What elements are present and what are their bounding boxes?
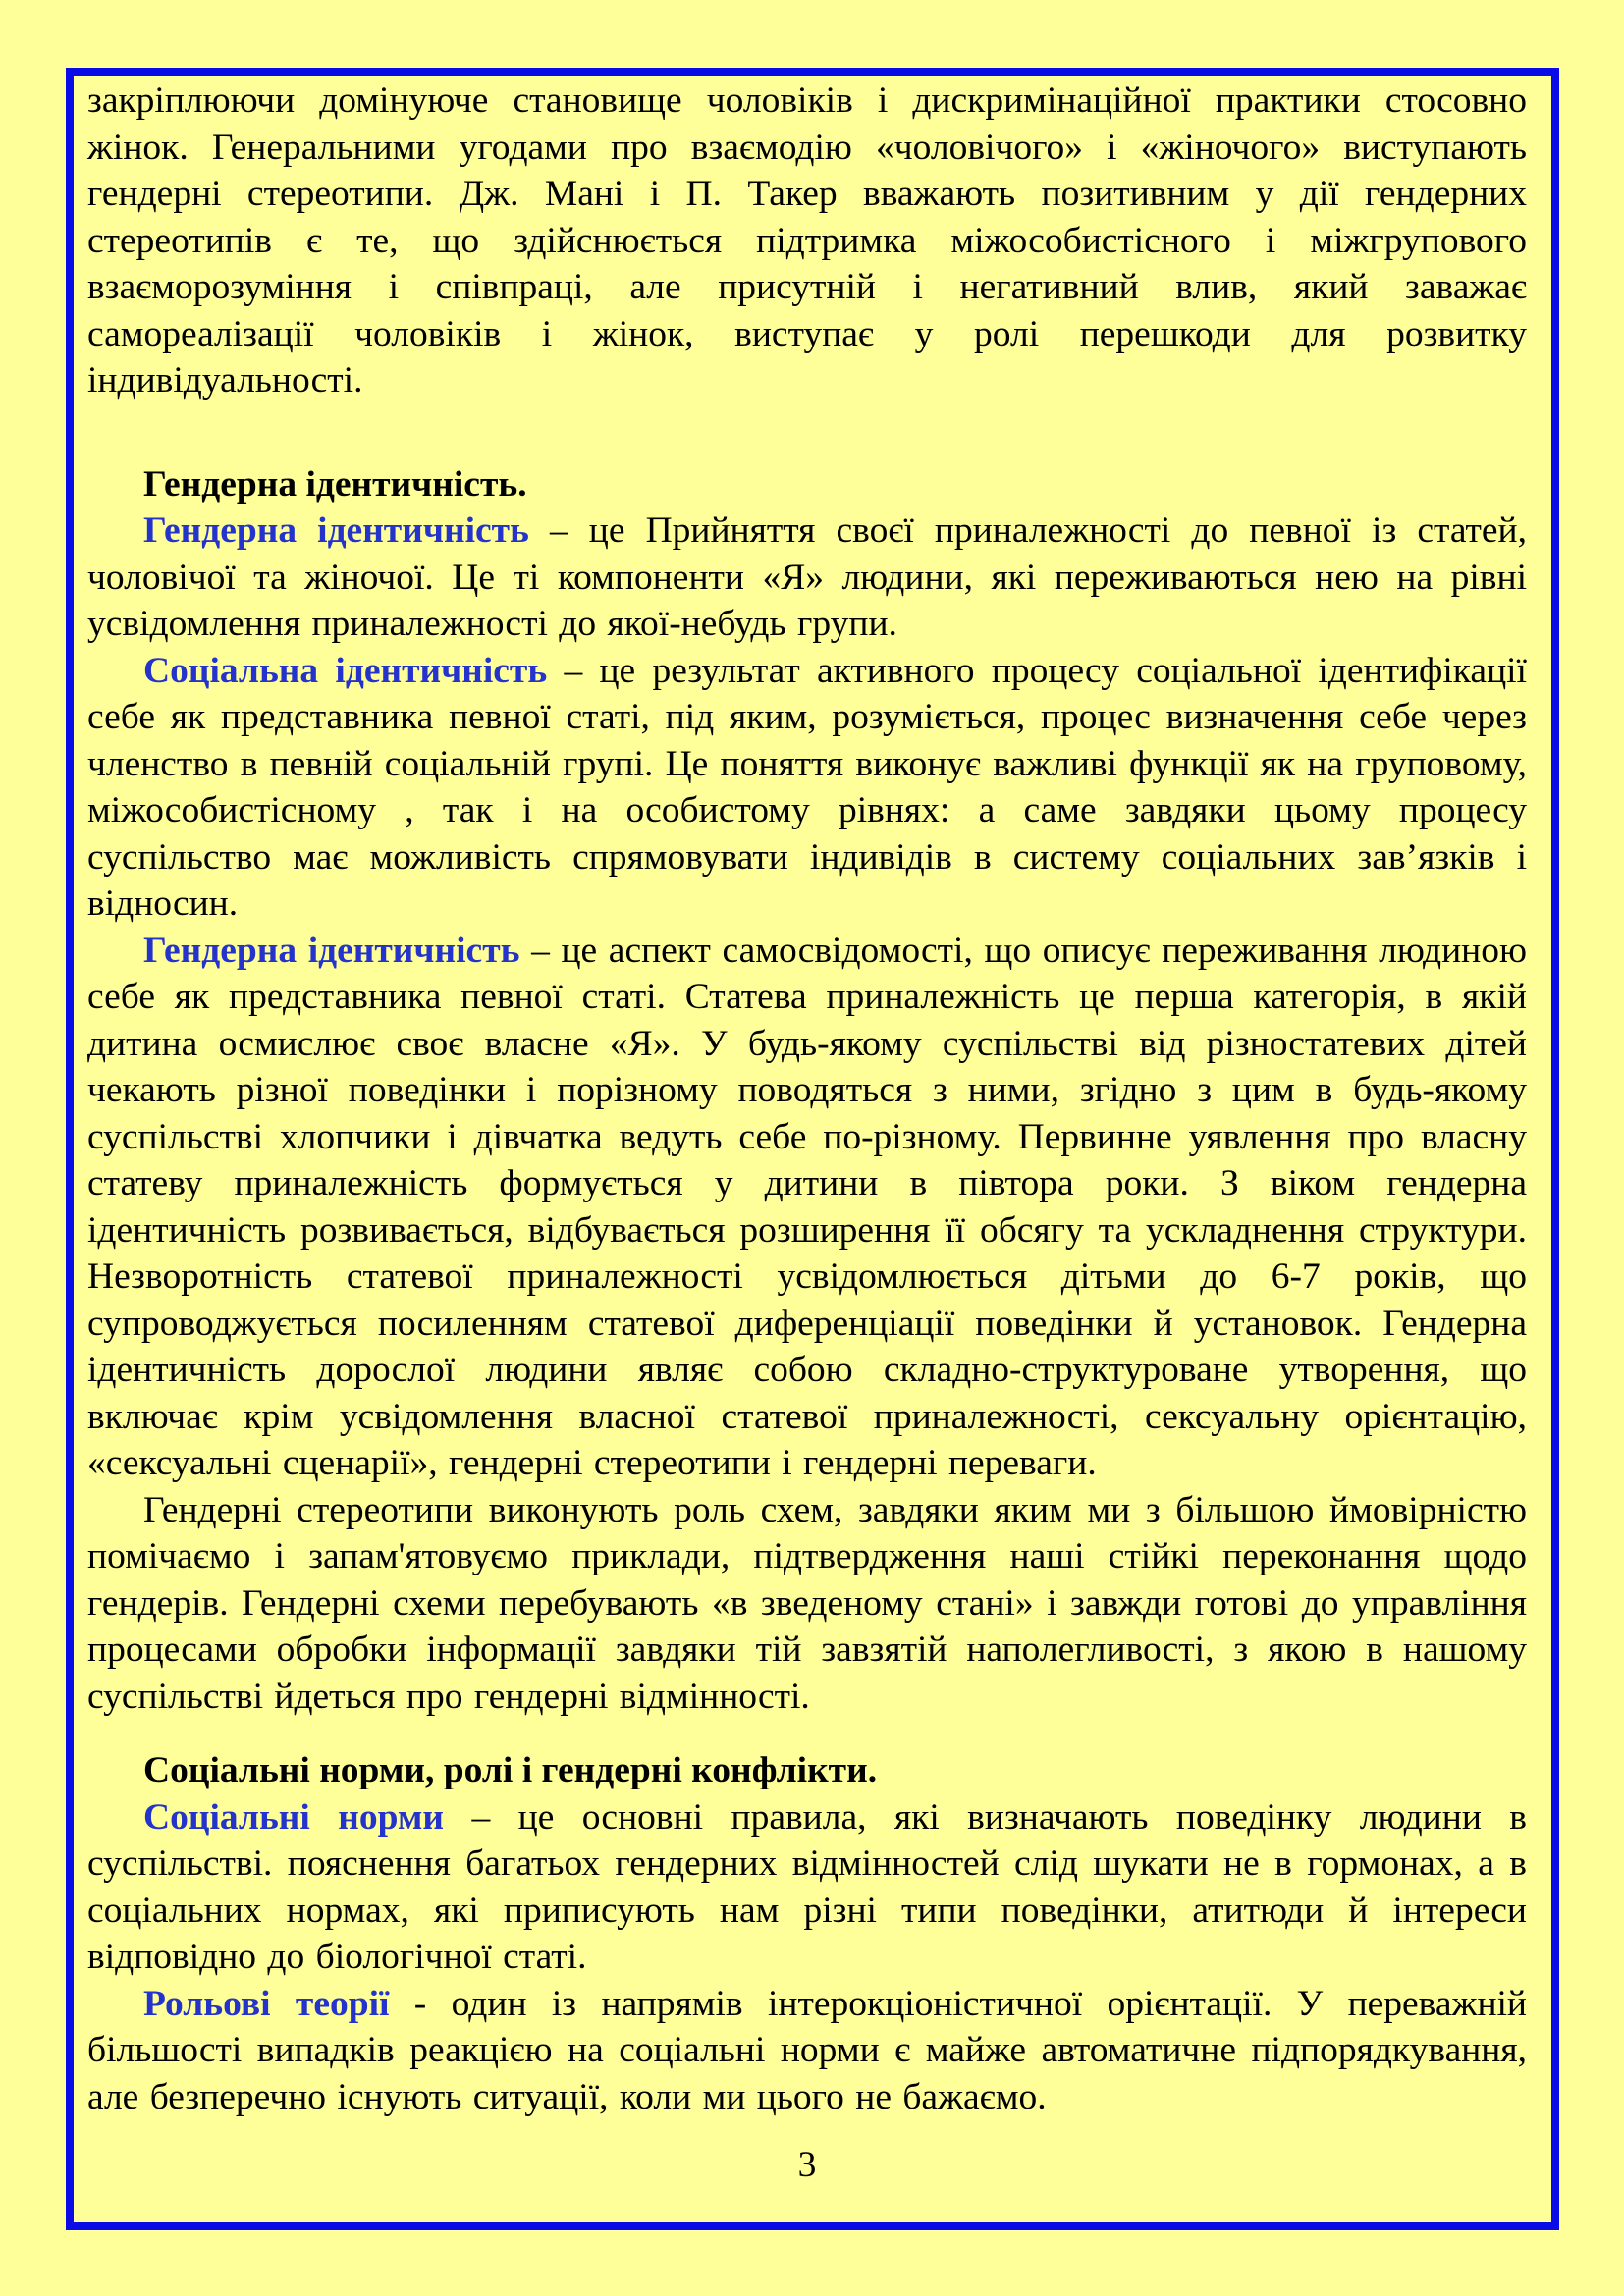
page-border-frame (66, 68, 1559, 2230)
intro-paragraph: закріплюючи домінуюче становище чоловіків і дискримінаційної практики стосовно жінок. Генеральними угодами про взаємодію «чоловічого» і «жіночого» виступають гендерні стереотипи. Дж. Мані і П. Такер вважають позитивним у дії гендерних стереотипів є те, що здійснюється підтримка міжособистісного і міжгрупового взаєморозуміння і співпраці, але присутній і негативний влив, який заважає самореалізації чоловіків і жінок, виступає у ролі перешкоди для розвитку індивідуальності. (87, 80, 1527, 400)
paragraph-social-norms (87, 1794, 1527, 1981)
paragraph-text: – це Прийняття своєї приналежності до певної із статей, чоловічої та жіночої. Це ті компоненти «Я» людини, які переживаються нею на рівні усвідомлення приналежності до якої-небудь групи. (87, 510, 1527, 644)
paragraph-text: – це результат активного процесу соціальної ідентифікації себе як представника певної статі, під яким, розуміється, процес визначення себе через членство в певній соціальній групі. Це поняття виконує важливі функції як на груповому, міжособистісному , так і на особистому рівнях: а саме завдяки цьому процесу суспільство має можливість спрямовувати індивідів в систему соціальних зав’язків і відносин. (87, 650, 1527, 924)
blank-line (87, 404, 1527, 461)
paragraph-gender-identity-definition (87, 507, 1527, 648)
paragraph-text: – це основні правила, які визначають поведінку людини в суспільстві. пояснення багатьох гендерних відмінностей слід шукати не в гормонах, а в соціальних нормах, які приписують нам різні типи поведінки, атитюди й інтереси відповідно до біологічної статі. (87, 1796, 1528, 1977)
paragraph-role-theories (87, 1981, 1527, 2121)
section-heading-social-norms: Соціальні норми, ролі і гендерні конфлікти. (143, 1750, 878, 1790)
term-social-norms: Соціальні норми (143, 1796, 445, 1838)
term-gender-identity: Гендерна ідентичність (143, 510, 529, 551)
page-number: 3 (797, 2145, 817, 2185)
term-gender-identity: Гендерна ідентичність (143, 930, 520, 971)
paragraph-text: – це аспект самосвідомості, що описує переживання людиною себе як представника певної статі. Статева приналежність це перша категорія, в якій дитина осмислює своє власне «Я». У будь-якому суспільстві від різностатевих дітей чекають різної поведінки і порізному поводяться з ними, згідно з цим в будь-якому суспільстві хлопчики і дівчатка ведуть себе по-різному. Первинне уявлення про власну статеву приналежність формується у дитини в півтора роки. З віком гендерна ідентичність розвивається, відбувається розширення її обсягу та ускладнення структури. Незворотність статевої приналежності усвідомлюється дітьми до 6-7 років, що супроводжується посиленням статевої диференціації поведінки й установок. Гендерна ідентичність дорослої людини являє собою складно-структуроване утворення, що включає крім усвідомлення власної статевої приналежності, сексуальну орієнтацію, «сексуальні сценарії», гендерні стереотипи і гендерні переваги. (87, 930, 1527, 1483)
term-social-identity: Соціальна ідентичність (143, 650, 548, 691)
paragraph-social-identity (87, 648, 1527, 928)
blank-line (87, 1720, 1527, 1747)
paragraph-gender-stereotypes: Гендерні стереотипи виконують роль схем, завдяки яким ми з більшою ймовірністю помічаємо і запам'ятовуємо приклади, підтвердження наші стійкі переконання щодо гендерів. Гендерні схеми перебувають «в зведеному стані» і завжди готові до управління процесами обробки інформації завдяки тій завзятій наполегливості, з якою в нашому суспільстві йдеться про гендерні відмінності. (87, 1489, 1527, 1717)
term-role-theories: Рольові теорії (143, 1983, 390, 2024)
paragraph-gender-identity-aspect (87, 928, 1527, 1487)
section-heading-gender-identity: Гендерна ідентичність. (143, 463, 527, 505)
paragraph-text: - один із напрямів інтерокціоністичної орієнтації. У переважній більшості випадків реакцією на соціальні норми є майже автоматичне підпорядкування, але безперечно існують ситуації, коли ми цього не бажаємо. (87, 1983, 1527, 2117)
